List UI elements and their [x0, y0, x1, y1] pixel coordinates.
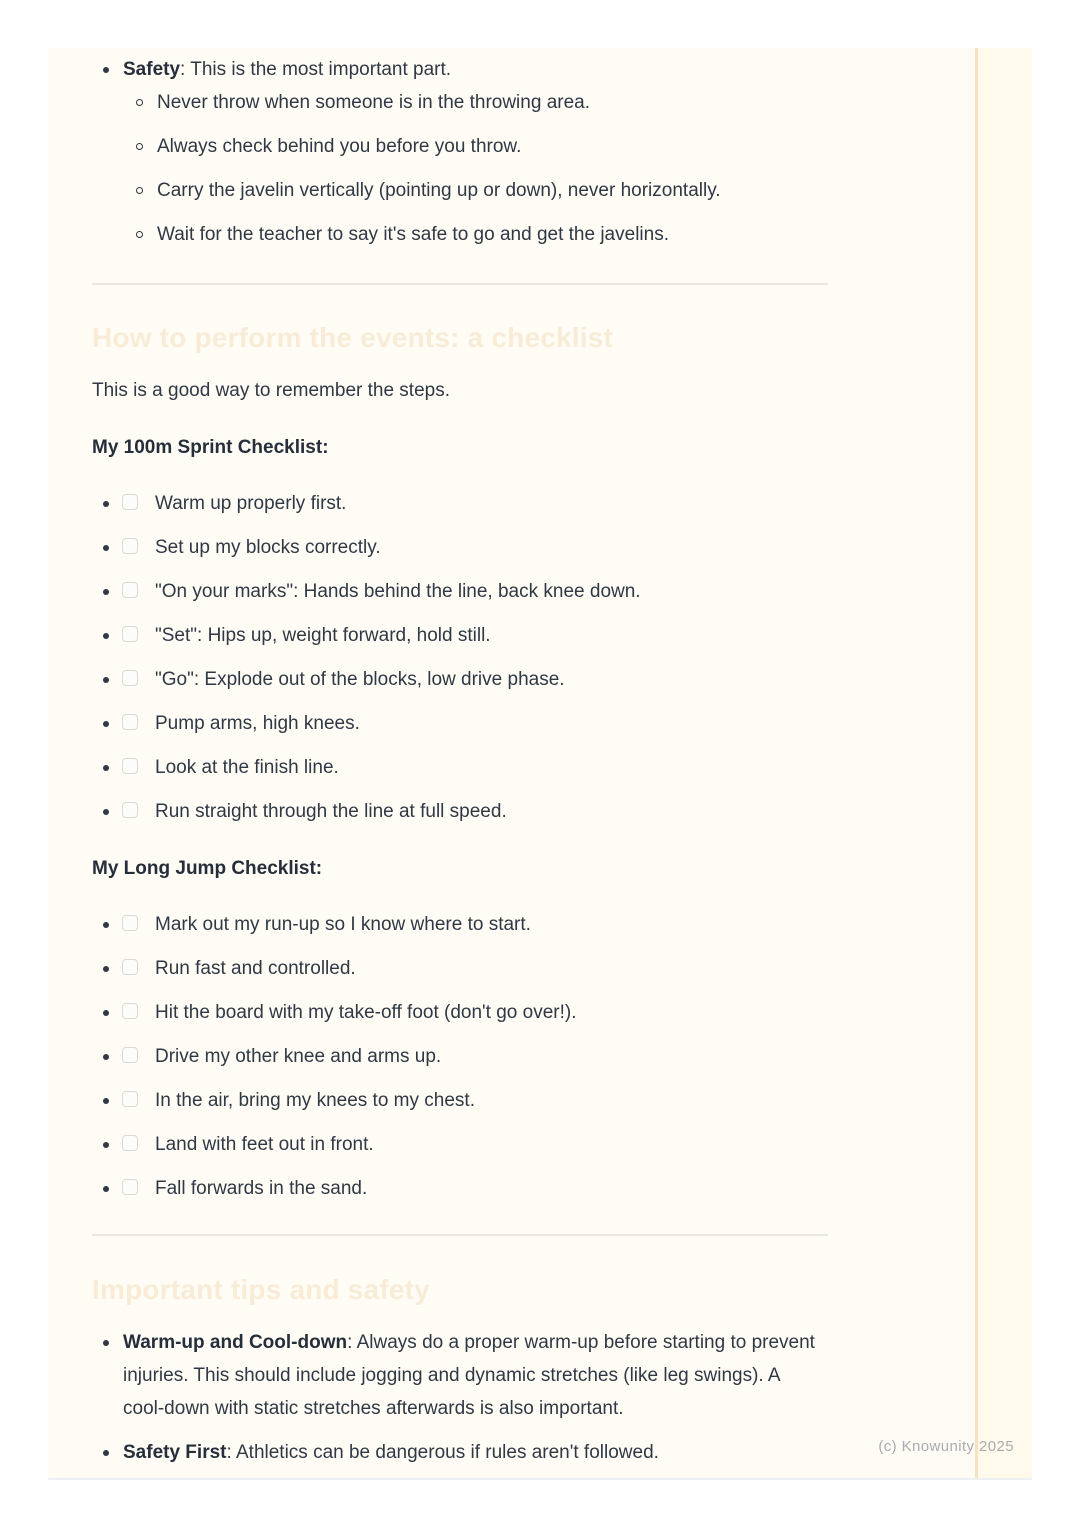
list-item — [92, 56, 836, 83]
sprint-item-checkbox[interactable] — [122, 802, 138, 818]
checklist-item — [92, 710, 836, 737]
bullet-icon — [103, 589, 109, 595]
checklist-item-text: Land with feet out in front. — [155, 1134, 374, 1155]
bullet-icon — [103, 1340, 109, 1346]
tips-list — [92, 1326, 836, 1469]
list-item-text: Wait for the teacher to say it's safe to go and get the javelins. — [157, 224, 669, 245]
long-jump-item-checkbox[interactable] — [122, 1003, 138, 1019]
checklist-item — [92, 578, 836, 605]
bullet-icon — [103, 922, 109, 928]
checklist-item — [92, 1175, 836, 1202]
checklist-item-text: Pump arms, high knees. — [155, 713, 360, 734]
bullet-icon — [103, 1010, 109, 1016]
checklist-item-text: "Set": Hips up, weight forward, hold still. — [155, 625, 491, 646]
sprint-item-checkbox[interactable] — [122, 758, 138, 774]
checklist-item — [92, 911, 836, 938]
bullet-icon — [103, 545, 109, 551]
bullet-icon — [103, 765, 109, 771]
list-item-text: Always check behind you before you throw. — [157, 136, 522, 157]
bullet-icon — [103, 633, 109, 639]
checklist-item — [92, 666, 836, 693]
circle-bullet-icon — [136, 99, 143, 106]
bullet-icon — [103, 1186, 109, 1192]
checklist-item — [92, 1043, 836, 1070]
long-jump-item-checkbox[interactable] — [122, 1047, 138, 1063]
bullet-icon — [103, 501, 109, 507]
sprint-checklist — [92, 490, 836, 825]
checklist-item-text: "On your marks": Hands behind the line, back knee down. — [155, 581, 641, 602]
section-heading: How to perform the events: a checklist — [92, 322, 614, 353]
copyright-watermark: (c) Knowunity 2025 — [878, 1438, 1014, 1455]
checklist-item — [92, 622, 836, 649]
bullet-icon — [103, 966, 109, 972]
bullet-icon — [103, 67, 109, 73]
checklist-item-text: Hit the board with my take-off foot (don't go over!). — [155, 1002, 577, 1023]
checklist-item-text: Drive my other knee and arms up. — [155, 1046, 442, 1067]
list-item — [92, 1326, 836, 1425]
document-page — [48, 48, 1032, 1480]
sprint-item-checkbox[interactable] — [122, 494, 138, 510]
long-jump-item-checkbox[interactable] — [122, 1179, 138, 1195]
list-item-rest: : Always do a proper warm-up before starting to prevent injuries. This should include jogging and dynamic stretches (like leg swings). A cool-down with static stretches afterwards is also important. — [123, 1332, 815, 1419]
checklist-item-text: Warm up properly first. — [155, 493, 347, 514]
list-item — [92, 221, 836, 248]
sprint-item-checkbox[interactable] — [122, 670, 138, 686]
bullet-icon — [103, 721, 109, 727]
checklist-item-text: Set up my blocks correctly. — [155, 537, 381, 558]
checklist-item-text: "Go": Explode out of the blocks, low drive phase. — [155, 669, 565, 690]
list-item-rest: : Athletics can be dangerous if rules aren't followed. — [226, 1442, 659, 1463]
circle-bullet-icon — [136, 143, 143, 150]
list-item-bold: Warm-up and Cool-down — [123, 1332, 348, 1353]
bullet-icon — [103, 1054, 109, 1060]
checklist-item-text: Look at the finish line. — [155, 757, 339, 778]
list-item-text: Carry the javelin vertically (pointing up or down), never horizontally. — [157, 180, 721, 201]
list-item-text — [123, 56, 451, 83]
checklist-item — [92, 754, 836, 781]
checklist-item — [92, 490, 836, 517]
circle-bullet-icon — [136, 187, 143, 194]
checklist-item-text: Run fast and controlled. — [155, 958, 356, 979]
document-content — [92, 56, 836, 1480]
circle-bullet-icon — [136, 231, 143, 238]
checklist-item-text: In the air, bring my knees to my chest. — [155, 1090, 475, 1111]
long-jump-item-checkbox[interactable] — [122, 915, 138, 931]
list-item — [92, 1436, 836, 1469]
list-item — [92, 89, 836, 116]
bullet-icon — [103, 1098, 109, 1104]
sprint-item-checkbox[interactable] — [122, 538, 138, 554]
list-item — [92, 177, 836, 204]
section-heading: Important tips and safety — [92, 1274, 430, 1305]
list-item-text — [123, 1326, 820, 1425]
list-item-bold: Safety First — [123, 1442, 227, 1463]
list-item-text — [123, 1436, 820, 1469]
sprint-checklist-title: My 100m Sprint Checklist: — [92, 437, 329, 458]
sprint-item-checkbox[interactable] — [122, 626, 138, 642]
long-jump-checklist — [92, 911, 836, 1202]
section-divider — [92, 1234, 828, 1236]
list-item-text: Never throw when someone is in the throwing area. — [157, 92, 591, 113]
list-item — [92, 133, 836, 160]
bullet-icon — [103, 1142, 109, 1148]
intro-text: This is a good way to remember the steps. — [92, 380, 450, 401]
long-jump-item-checkbox[interactable] — [122, 1135, 138, 1151]
bullet-icon — [103, 809, 109, 815]
checklist-item — [92, 534, 836, 561]
list-item-rest: : This is the most important part. — [180, 59, 452, 80]
checklist-item — [92, 1087, 836, 1114]
checklist-item — [92, 798, 836, 825]
checklist-item-text: Run straight through the line at full speed. — [155, 801, 507, 822]
checklist-item — [92, 955, 836, 982]
checklist-item — [92, 999, 836, 1026]
section-divider — [92, 283, 828, 285]
bullet-icon — [103, 1450, 109, 1456]
long-jump-item-checkbox[interactable] — [122, 959, 138, 975]
long-jump-checklist-title: My Long Jump Checklist: — [92, 858, 323, 879]
list-item-bold: Safety — [123, 59, 181, 80]
page-right-edge — [975, 48, 1032, 1478]
sprint-item-checkbox[interactable] — [122, 582, 138, 598]
checklist-item-text: Mark out my run-up so I know where to start. — [155, 914, 531, 935]
bullet-icon — [103, 677, 109, 683]
checklist-item — [92, 1131, 836, 1158]
checklist-item-text: Fall forwards in the sand. — [155, 1178, 368, 1199]
long-jump-item-checkbox[interactable] — [122, 1091, 138, 1107]
sprint-item-checkbox[interactable] — [122, 714, 138, 730]
